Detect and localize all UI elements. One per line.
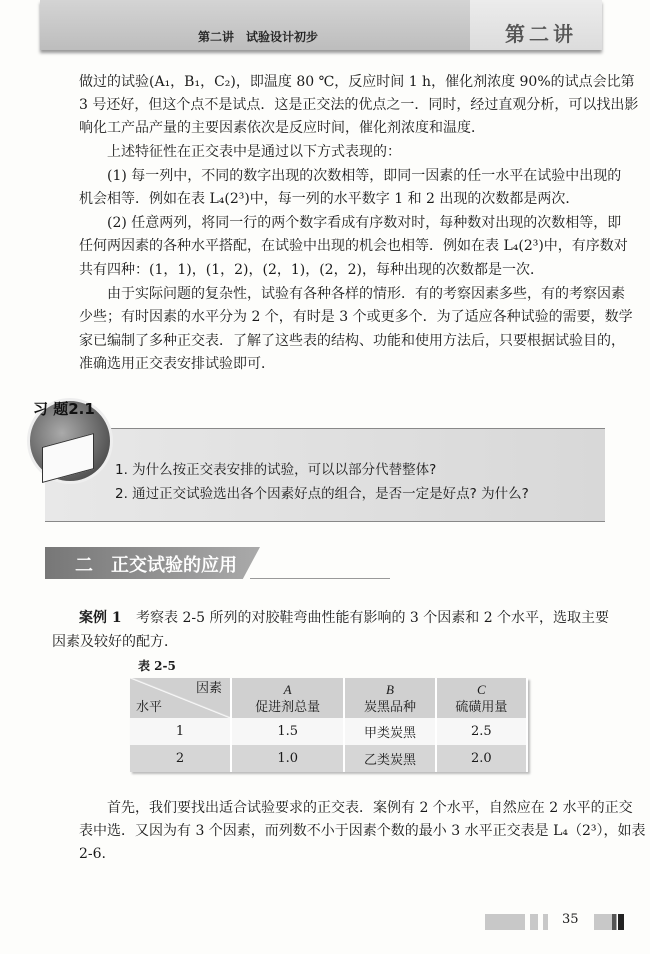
case-label: 案例 1	[79, 610, 122, 626]
column-letter: A	[283, 681, 292, 697]
column-header	[231, 678, 344, 718]
column-name: 促进剂总量	[255, 699, 321, 715]
text-line: 准确选用正交表安排试验即可．	[79, 356, 275, 372]
footer-decoration	[543, 914, 548, 930]
text-line: 机会相等．例如在表 L₄(2³)中，每一列的水平数字 1 和 2 出现的次数都是两次．	[79, 191, 580, 207]
column-name: 硫磺用量	[455, 699, 508, 715]
table-cell: 2.0	[436, 745, 527, 772]
text-line: 考察表 2-5 所列的对胶鞋弯曲性能有影响的 3 个因素和 2 个水平，选取主要	[136, 610, 610, 626]
exercise-label: 习 题2.1	[33, 400, 95, 418]
table-cell: 1	[130, 718, 231, 745]
text-line: (1) 每一列中，不同的数字出现的次数相等，即同一因素的任一水平在试验中出现的	[107, 168, 622, 184]
text-line: 上述特征性在正交表中是通过以下方式表现的：	[107, 144, 401, 160]
table-cell: 1.0	[231, 745, 344, 772]
column-letter: B	[386, 681, 394, 697]
column-name: 炭黑品种	[363, 699, 416, 715]
corner-factor-label: 因素	[195, 681, 222, 696]
factor-table	[130, 678, 528, 772]
section-underline	[250, 578, 390, 579]
text-line: (2) 任意两列，将同一行的两个数字看成有序数对时，每种数对出现的次数相等，即	[107, 215, 622, 231]
table-cell: 乙类炭黑	[344, 745, 435, 772]
text-line: 由于实际问题的复杂性，试验有各种各样的情形．有的考察因素多些，有的考察因素	[107, 286, 625, 302]
corner-cell	[130, 678, 230, 718]
column-letter: C	[476, 681, 486, 697]
text-line: 少些；有时因素的水平分为 2 个，有时是 3 个或更多个．为了适应各种试验的需要，数学	[79, 309, 633, 325]
table-cell: 2.5	[436, 718, 527, 745]
table-cell: 1.5	[231, 718, 344, 745]
chapter-mark: 第二讲	[505, 22, 577, 46]
table-row	[130, 745, 527, 772]
column-header	[436, 678, 527, 718]
text-line: 响化工产品产量的主要因素依次是反应时间，催化剂浓度和温度．	[79, 120, 485, 136]
table-caption: 表 2-5	[138, 659, 176, 673]
running-header-title: 第二讲 试验设计初步	[198, 30, 319, 44]
table-row	[130, 718, 527, 745]
footer-decoration	[485, 914, 525, 930]
text-line: 首先，我们要找出适合试验要求的正交表．案例有 2 个水平，自然应在 2 水平的正交	[107, 800, 633, 816]
table-header-row	[130, 678, 527, 718]
column-header	[344, 678, 435, 718]
text-line: 共有四种：(1，1)，(1，2)，(2，1)，(2，2)，每种出现的次数都是一次．	[79, 262, 544, 278]
text-line: 家已编制了多种正交表．了解了这些表的结构、功能和使用方法后，只要根据试验目的，	[79, 333, 625, 349]
text-line: 做过的试验(A₁，B₁，C₂)，即温度 80 ℃，反应时间 1 h，催化剂浓度 90%的试点会比第	[79, 74, 635, 90]
section-title: 二 正交试验的应用	[75, 555, 237, 576]
footer-decoration	[594, 914, 624, 930]
text-line: 任何两因素的各种水平搭配，在试验中出现的机会也相等．例如在表 L₄(2³)中，有序数对	[79, 238, 628, 254]
exercise-question: 2. 通过正交试验选出各个因素好点的组合，是否一定是好点? 为什么?	[115, 486, 529, 502]
page-number: 35	[562, 912, 579, 927]
text-line: 3 号还好，但这个点不是试点．这是正交法的优点之一．同时，经过直观分析，可以找出影	[79, 97, 639, 113]
text-line: 因素及较好的配方．	[52, 634, 178, 650]
table-cell: 2	[130, 745, 231, 772]
text-line: 2-6.	[79, 846, 106, 862]
footer-decoration	[530, 914, 538, 930]
exercise-question: 1. 为什么按正交表安排的试验，可以以部分代替整体?	[115, 462, 437, 478]
table-cell: 甲类炭黑	[344, 718, 435, 745]
corner-level-label: 水平	[136, 700, 163, 715]
text-line: 表中选．又因为有 3 个因素，而列数不小于因素个数的最小 3 水平正交表是 L₄（2³），如表	[79, 823, 646, 839]
